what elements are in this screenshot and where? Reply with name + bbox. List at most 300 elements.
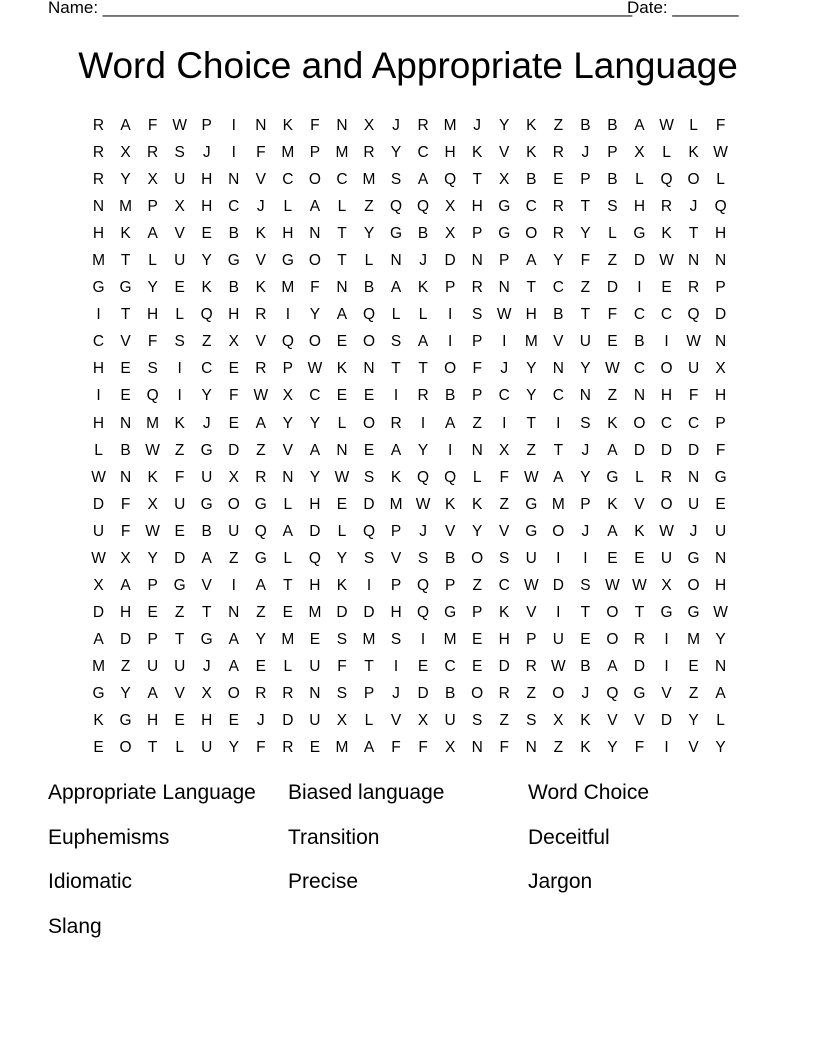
grid-letter: L — [283, 198, 293, 216]
grid-letter: I — [556, 603, 561, 621]
grid-letter: E — [228, 360, 239, 378]
grid-letter: D — [552, 576, 564, 594]
grid-letter: J — [473, 117, 482, 134]
grid-letter: W — [659, 117, 674, 134]
grid-letter: H — [715, 387, 727, 405]
grid-letter: D — [309, 522, 321, 540]
grid-letter: W — [605, 360, 620, 378]
grid-letter: R — [498, 684, 510, 702]
grid-letter: G — [281, 252, 294, 270]
grid-letter: X — [444, 739, 456, 757]
grid-letter: A — [93, 630, 104, 648]
grid-letter: A — [255, 576, 266, 594]
grid-letter: P — [499, 252, 510, 270]
grid-letter: X — [553, 712, 564, 730]
grid-letter: Y — [201, 387, 212, 405]
grid-letter: D — [660, 441, 673, 459]
grid-letter: H — [633, 198, 646, 216]
grid-letter: R — [92, 117, 105, 134]
grid-letter: L — [283, 657, 293, 675]
grid-letter: F — [715, 117, 726, 134]
grid-letter: C — [525, 198, 537, 216]
grid-letter: T — [283, 576, 293, 594]
grid-letter: P — [147, 576, 158, 594]
grid-letter: Y — [309, 414, 321, 432]
grid-letter: L — [608, 225, 617, 243]
grid-letter: X — [499, 441, 510, 459]
grid-letter: E — [120, 360, 131, 378]
grid-letter: G — [633, 225, 646, 243]
grid-letter: T — [337, 252, 347, 270]
grid-letter: Q — [444, 468, 457, 486]
grid-letter: N — [363, 360, 375, 378]
grid-letter: D — [606, 279, 619, 297]
grid-letter: T — [120, 306, 131, 324]
grid-letter: R — [92, 171, 105, 189]
grid-letter: A — [309, 198, 321, 216]
grid-letter: X — [147, 495, 158, 513]
grid-letter: C — [336, 171, 348, 189]
grid-letter: E — [336, 333, 348, 351]
grid-letter: I — [447, 306, 453, 324]
grid-letter: X — [363, 117, 375, 134]
grid-letter: R — [471, 279, 483, 297]
grid-letter: I — [177, 387, 182, 405]
grid-letter: L — [472, 468, 482, 486]
grid-letter: T — [120, 252, 131, 270]
grid-letter: W — [632, 576, 647, 594]
grid-letter: N — [715, 333, 727, 351]
grid-letter: P — [715, 279, 726, 297]
grid-letter: Z — [174, 441, 185, 459]
grid-letter: R — [660, 198, 673, 216]
grid-letter: C — [92, 333, 105, 351]
grid-letter: W — [686, 333, 701, 351]
grid-letter: A — [201, 549, 212, 567]
grid-letter: R — [552, 144, 564, 162]
grid-letter: B — [444, 549, 456, 567]
grid-letter: C — [633, 306, 646, 324]
grid-letter: U — [174, 252, 186, 270]
grid-letter: W — [659, 522, 674, 540]
grid-letter: W — [659, 252, 674, 270]
grid-letter: D — [282, 712, 294, 730]
grid-letter: H — [282, 225, 294, 243]
grid-letter: K — [526, 117, 537, 134]
grid-letter: T — [337, 225, 347, 243]
grid-letter: G — [227, 252, 240, 270]
grid-letter: Q — [146, 387, 159, 405]
grid-letter: K — [607, 495, 618, 513]
grid-letter: L — [175, 739, 184, 757]
grid-letter: M — [281, 144, 295, 162]
grid-letter: J — [202, 144, 211, 162]
grid-letter: T — [364, 657, 374, 675]
grid-letter: F — [147, 333, 158, 351]
grid-letter: T — [553, 441, 564, 459]
grid-letter: K — [472, 144, 483, 162]
grid-letter: A — [120, 117, 131, 134]
grid-letter: V — [634, 712, 645, 730]
grid-letter: L — [364, 252, 374, 270]
grid-letter: G — [498, 198, 511, 216]
grid-letter: B — [228, 279, 239, 297]
grid-letter: M — [281, 630, 295, 648]
grid-letter: N — [471, 441, 483, 459]
grid-letter: G — [92, 684, 105, 702]
grid-letter: O — [471, 549, 484, 567]
grid-letter: C — [498, 576, 510, 594]
grid-letter: Y — [255, 630, 266, 648]
grid-letter: M — [362, 171, 376, 189]
grid-letter: Y — [580, 360, 591, 378]
grid-letter: F — [391, 739, 401, 757]
grid-letter: J — [419, 252, 427, 270]
grid-letter: N — [498, 279, 510, 297]
grid-letter: N — [309, 684, 321, 702]
grid-letter: F — [229, 387, 239, 405]
grid-letter: W — [172, 117, 187, 134]
grid-letter: N — [633, 387, 646, 405]
grid-letter: R — [552, 198, 564, 216]
grid-letter: K — [147, 468, 158, 486]
grid-letter: H — [444, 144, 456, 162]
grid-letter: N — [552, 360, 564, 378]
grid-letter: S — [472, 306, 483, 324]
grid-letter: Z — [607, 387, 618, 405]
grid-letter: G — [606, 468, 619, 486]
grid-letter: L — [283, 549, 293, 567]
grid-letter: Q — [417, 468, 430, 486]
grid-letter: Y — [472, 522, 483, 540]
grid-letter: Y — [309, 306, 321, 324]
grid-letter: I — [285, 306, 290, 324]
grid-letter: E — [255, 657, 266, 675]
grid-letter: G — [254, 549, 267, 567]
grid-letter: G — [92, 279, 105, 297]
grid-letter: F — [256, 144, 266, 162]
grid-letter: C — [201, 360, 213, 378]
grid-letter: G — [525, 522, 538, 540]
grid-letter: R — [255, 684, 267, 702]
grid-letter: T — [526, 414, 536, 432]
grid-letter: U — [579, 333, 591, 351]
grid-letter: R — [363, 144, 375, 162]
grid-letter: N — [687, 252, 700, 270]
grid-letter: S — [363, 468, 375, 486]
grid-letter: V — [526, 603, 537, 621]
grid-letter: Z — [688, 684, 699, 702]
grid-letter: K — [661, 225, 672, 243]
grid-letter: X — [499, 171, 510, 189]
date-field-label: Date: _______ — [627, 0, 739, 17]
grid-letter: T — [147, 739, 158, 757]
grid-letter: O — [552, 684, 565, 702]
grid-letter: F — [715, 441, 726, 459]
grid-letter: O — [308, 252, 321, 270]
grid-letter: D — [687, 441, 700, 459]
grid-letter: E — [174, 712, 185, 730]
grid-letter: B — [228, 225, 239, 243]
grid-letter: Z — [364, 198, 374, 216]
grid-letter: M — [119, 198, 133, 216]
grid-letter: X — [444, 225, 456, 243]
word-bank-item: Transition — [288, 825, 380, 849]
grid-letter: S — [417, 549, 429, 567]
grid-letter: V — [688, 739, 699, 757]
grid-letter: M — [335, 144, 349, 162]
grid-letter: L — [635, 171, 644, 189]
grid-letter: M — [687, 630, 701, 648]
grid-letter: W — [496, 306, 512, 324]
grid-letter: X — [120, 144, 131, 162]
grid-letter: X — [417, 712, 429, 730]
grid-letter: X — [120, 549, 131, 567]
grid-letter: L — [635, 468, 644, 486]
grid-letter: U — [147, 657, 159, 675]
grid-letter: Z — [256, 603, 266, 621]
grid-letter: S — [174, 333, 185, 351]
grid-letter: R — [255, 360, 267, 378]
grid-letter: V — [282, 441, 294, 459]
grid-letter: J — [581, 441, 590, 459]
grid-letter: S — [390, 333, 402, 351]
grid-letter: D — [92, 495, 105, 513]
grid-letter: K — [444, 495, 456, 513]
grid-letter: E — [363, 441, 375, 459]
grid-letter: B — [444, 387, 456, 405]
grid-letter: K — [417, 279, 429, 297]
grid-letter: D — [498, 657, 510, 675]
grid-letter: K — [580, 712, 591, 730]
grid-letter: J — [689, 522, 698, 540]
grid-letter: P — [472, 225, 483, 243]
grid-letter: F — [634, 739, 645, 757]
grid-letter: F — [174, 468, 185, 486]
grid-letter: W — [91, 468, 106, 486]
grid-letter: N — [309, 225, 321, 243]
grid-letter: F — [418, 739, 428, 757]
grid-letter: P — [472, 387, 483, 405]
grid-letter: L — [689, 117, 698, 134]
grid-letter: Q — [606, 684, 619, 702]
grid-letter: I — [556, 414, 561, 432]
grid-letter: M — [92, 252, 105, 270]
grid-letter: Z — [174, 603, 185, 621]
grid-letter: Y — [147, 279, 158, 297]
grid-letter: W — [713, 144, 728, 162]
grid-letter: T — [580, 603, 591, 621]
grid-letter: Z — [472, 414, 482, 432]
word-bank-item: Idiomatic — [48, 870, 133, 894]
grid-letter: W — [605, 576, 620, 594]
grid-letter: I — [637, 279, 642, 297]
grid-letter: M — [551, 495, 565, 513]
grid-letter: E — [282, 603, 294, 621]
grid-letter: I — [664, 739, 669, 757]
grid-letter: H — [309, 576, 321, 594]
grid-letter: L — [94, 441, 103, 459]
grid-letter: H — [201, 198, 213, 216]
grid-letter: N — [471, 252, 483, 270]
grid-letter: I — [96, 387, 101, 405]
grid-letter: Y — [553, 252, 564, 270]
grid-letter: F — [688, 387, 699, 405]
grid-letter: N — [255, 117, 267, 134]
grid-letter: K — [390, 468, 402, 486]
grid-letter: A — [607, 657, 618, 675]
grid-letter: R — [417, 387, 429, 405]
grid-letter: W — [334, 468, 350, 486]
grid-letter: J — [256, 198, 265, 216]
grid-letter: F — [147, 117, 158, 134]
grid-letter: U — [174, 495, 186, 513]
grid-letter: J — [500, 360, 509, 378]
grid-letter: R — [147, 144, 159, 162]
grid-letter: Z — [120, 657, 131, 675]
grid-letter: D — [363, 603, 375, 621]
grid-letter: D — [633, 441, 646, 459]
grid-letter: N — [715, 657, 727, 675]
grid-letter: I — [420, 414, 426, 432]
grid-letter: C — [498, 387, 510, 405]
grid-letter: D — [633, 252, 646, 270]
grid-letter: V — [661, 684, 672, 702]
grid-letter: K — [201, 279, 212, 297]
grid-letter: N — [471, 739, 483, 757]
grid-letter: V — [444, 522, 456, 540]
grid-letter: I — [177, 360, 182, 378]
grid-letter: N — [336, 279, 348, 297]
grid-letter: G — [119, 712, 132, 730]
grid-letter: X — [201, 684, 212, 702]
grid-letter: O — [227, 684, 240, 702]
grid-letter: U — [201, 739, 213, 757]
grid-letter: P — [444, 279, 456, 297]
grid-letter: K — [526, 144, 537, 162]
grid-letter: V — [607, 712, 618, 730]
grid-letter: G — [200, 630, 213, 648]
grid-letter: A — [228, 657, 239, 675]
grid-letter: M — [308, 603, 322, 621]
grid-letter: K — [120, 225, 131, 243]
grid-letter: Q — [362, 306, 376, 324]
grid-letter: P — [472, 603, 483, 621]
grid-letter: B — [607, 117, 618, 134]
grid-letter: K — [688, 144, 699, 162]
grid-letter: E — [228, 712, 239, 730]
grid-letter: I — [366, 576, 372, 594]
grid-letter: A — [607, 522, 618, 540]
grid-letter: W — [523, 576, 539, 594]
grid-letter: T — [418, 360, 428, 378]
grid-letter: Q — [660, 171, 673, 189]
grid-letter: N — [228, 171, 240, 189]
grid-letter: H — [309, 495, 321, 513]
grid-letter: W — [253, 387, 269, 405]
grid-letter: E — [715, 495, 726, 513]
grid-letter: E — [309, 739, 321, 757]
grid-letter: D — [174, 549, 186, 567]
grid-letter: U — [660, 549, 673, 567]
grid-letter: B — [201, 522, 212, 540]
grid-letter: M — [281, 279, 295, 297]
grid-letter: L — [364, 712, 374, 730]
grid-letter: G — [444, 603, 457, 621]
grid-letter: N — [92, 198, 105, 216]
grid-letter: D — [336, 603, 348, 621]
grid-letter: U — [552, 630, 564, 648]
grid-letter: T — [634, 603, 645, 621]
grid-letter: A — [228, 630, 239, 648]
grid-letter: Y — [309, 468, 321, 486]
grid-letter: V — [499, 144, 510, 162]
grid-letter: Z — [201, 333, 212, 351]
grid-letter: U — [309, 657, 321, 675]
grid-letter: T — [472, 171, 482, 189]
grid-letter: W — [145, 441, 160, 459]
grid-letter: U — [174, 657, 186, 675]
grid-letter: L — [716, 712, 725, 730]
grid-letter: U — [525, 549, 537, 567]
grid-letter: R — [552, 225, 564, 243]
grid-letter: Z — [526, 684, 536, 702]
grid-letter: K — [336, 360, 348, 378]
grid-letter: E — [688, 657, 699, 675]
grid-letter: W — [523, 468, 539, 486]
grid-letter: V — [201, 576, 212, 594]
grid-letter: R — [255, 306, 267, 324]
grid-letter: N — [715, 549, 727, 567]
grid-letter: W — [145, 522, 160, 540]
grid-letter: G — [173, 576, 186, 594]
grid-letter: J — [202, 414, 211, 432]
grid-letter: J — [689, 198, 698, 216]
grid-letter: O — [687, 171, 700, 189]
grid-letter: Q — [200, 306, 213, 324]
grid-letter: B — [580, 657, 591, 675]
grid-letter: Z — [229, 549, 239, 567]
grid-letter: F — [337, 657, 347, 675]
grid-letter: Y — [688, 712, 699, 730]
grid-letter: C — [309, 387, 321, 405]
grid-letter: D — [417, 684, 429, 702]
grid-letter: M — [389, 495, 403, 513]
grid-letter: P — [363, 684, 375, 702]
grid-letter: N — [282, 468, 294, 486]
grid-letter: X — [228, 333, 239, 351]
grid-letter: C — [552, 279, 564, 297]
grid-letter: T — [688, 225, 699, 243]
grid-letter: N — [119, 468, 132, 486]
grid-letter: P — [390, 522, 402, 540]
grid-letter: Q — [417, 603, 430, 621]
grid-letter: N — [390, 252, 402, 270]
grid-letter: M — [362, 630, 376, 648]
grid-letter: E — [607, 549, 618, 567]
grid-letter: E — [309, 630, 321, 648]
grid-letter: C — [552, 387, 564, 405]
grid-letter: L — [283, 495, 293, 513]
grid-letter: P — [580, 495, 591, 513]
grid-letter: C — [228, 198, 240, 216]
grid-letter: K — [634, 522, 645, 540]
grid-letter: E — [472, 657, 483, 675]
grid-letter: I — [502, 333, 507, 351]
grid-letter: T — [174, 630, 185, 648]
grid-letter: Y — [120, 171, 131, 189]
grid-letter: P — [526, 630, 537, 648]
